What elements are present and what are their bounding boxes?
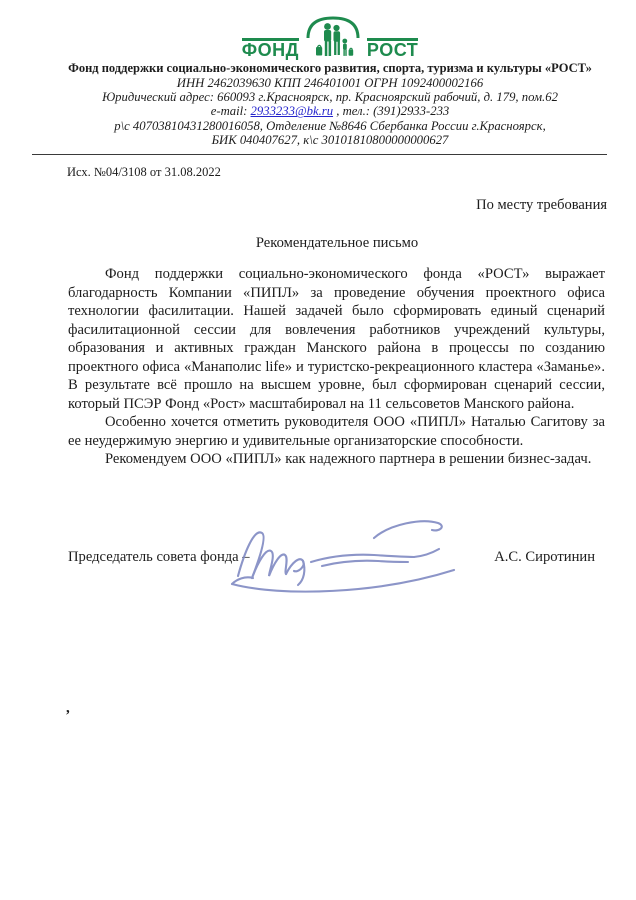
paragraph-2: Особенно хочется отметить руководителя ООО «ПИПЛ» Наталью Сагитову за ее неудержимую энергию и удивительные организаторские способности. xyxy=(68,414,605,449)
email-link[interactable]: 2933233@bk.ru xyxy=(250,104,334,119)
header-divider xyxy=(32,154,607,155)
org-account-line: р\с 40703810431280016058, Отделение №8646 Сбербанка России г.Красноярск, xyxy=(114,118,546,133)
org-name: Фонд поддержки социально-экономического развития, спорта, туризма и культуры «РОСТ» xyxy=(68,61,592,75)
signer-name: А.С. Сиротинин xyxy=(494,549,595,565)
letter-body xyxy=(68,265,605,469)
signer-position: Председатель совета фонда – xyxy=(68,549,250,565)
fund-logo xyxy=(24,16,636,58)
org-address-line: Юридический адрес: 660093 г.Красноярск, пр. Красноярский рабочий, д. 179, пом.62 xyxy=(102,90,558,105)
paragraph-3: Рекомендуем ООО «ПИПЛ» как надежного партнера в решении бизнес-задач. xyxy=(105,451,592,468)
letter-title: Рекомендательное письмо xyxy=(255,235,419,252)
paragraph-1: Фонд поддержки социально-экономического фонда «РОСТ» выражает благодарность Компании «ПИПЛ» за проведение обучения проектного офиса технологии фасилитации. Нашей задачей было сформировать единый сценарий фасилитационной сессии для вовлечения работников учреждений культуры, образования и активных граждан Манского района в процессы по созданию проектного офиса «Манаполис life» и туристско-рекреационного кластера «Заманье». В результате всё прошло на высшем уровне, был сформирован сценарий сессии, который ПСЭР Фонд «Рост» масштабировал на 11 сельсоветов Манского района. xyxy=(68,266,605,412)
addressee: По месту требования xyxy=(476,197,607,214)
email-label: e-mail: xyxy=(210,104,251,119)
org-bik-line: БИК 040407627, к\с 30101810800000000627 xyxy=(211,132,449,147)
org-contact-line xyxy=(24,104,636,118)
logo-word-rost: РОСТ xyxy=(366,40,419,60)
letterhead xyxy=(0,0,636,147)
phone-label: , тел.: (391)2933-233 xyxy=(333,104,450,119)
stray-comma: , xyxy=(66,700,70,716)
outgoing-reference: Исх. №04/3108 от 31.08.2022 xyxy=(67,165,221,180)
family-under-arch-icon xyxy=(302,16,364,58)
signature-row xyxy=(68,549,595,566)
logo-word-fond: ФОНД xyxy=(241,40,299,60)
org-inn-line: ИНН 2462039630 КПП 246401001 ОГРН 1092400002166 xyxy=(176,76,484,90)
